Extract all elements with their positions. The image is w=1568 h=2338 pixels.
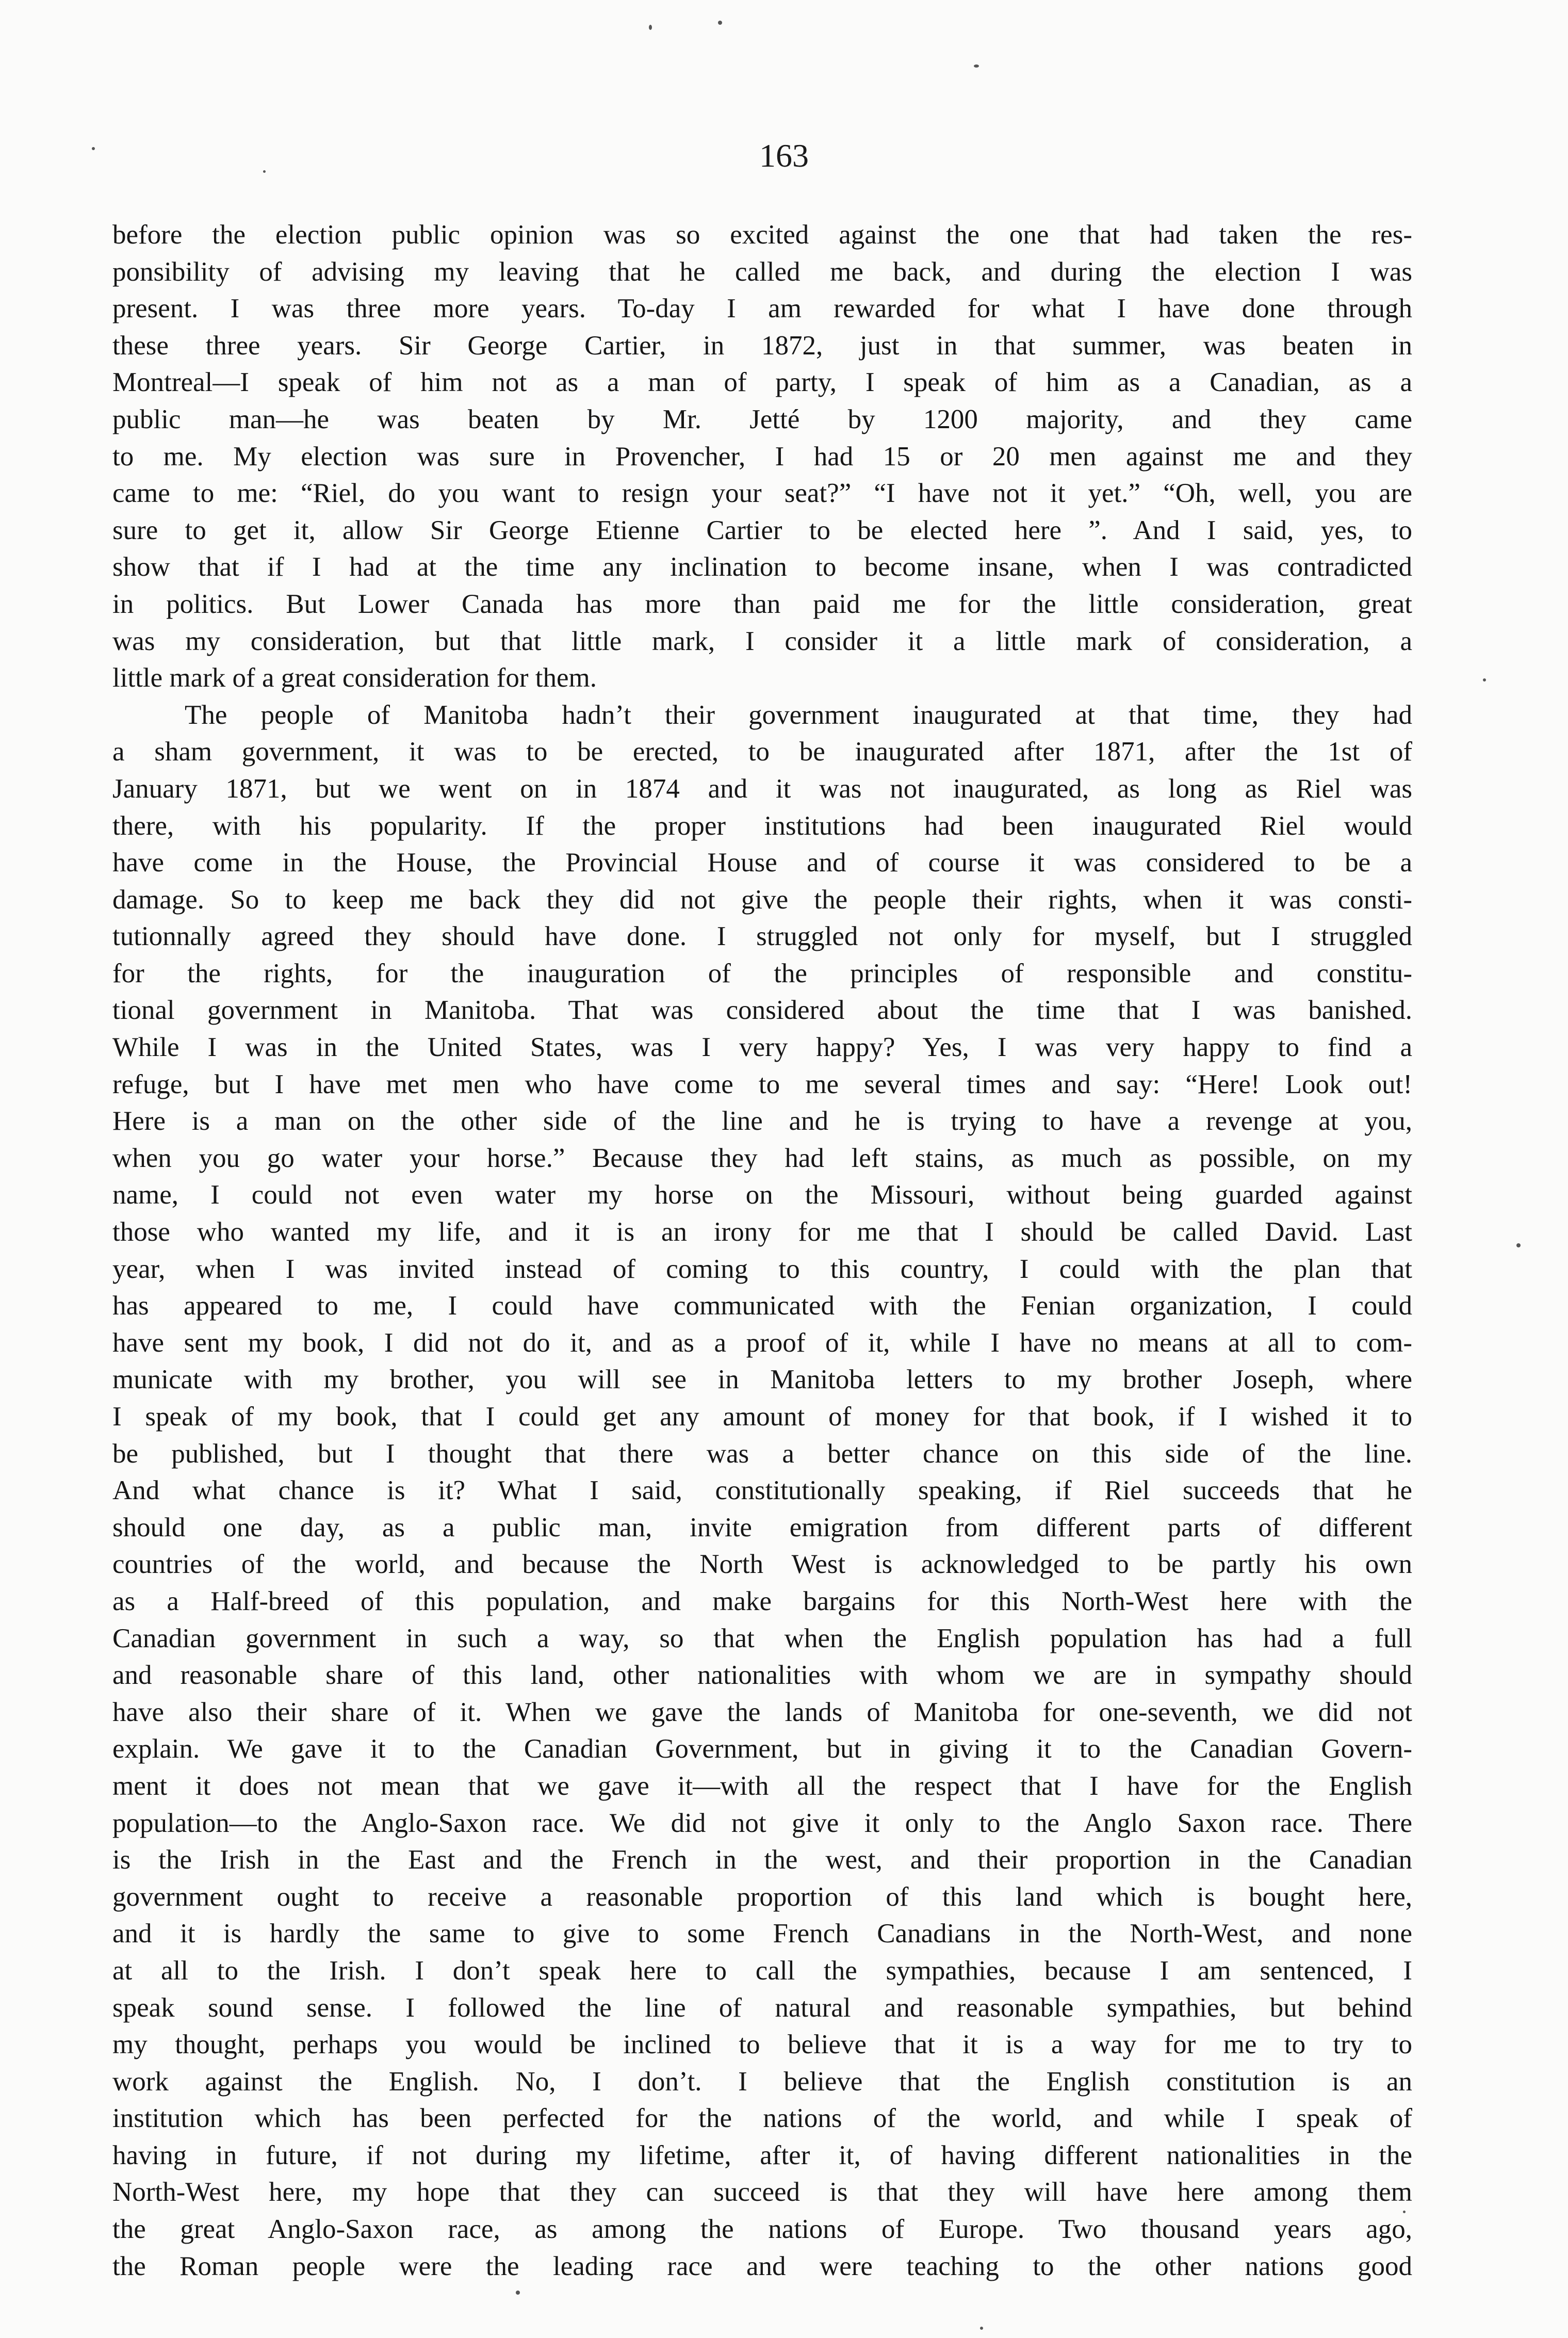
text-line: ment it does not mean that we gave it—with all the respect that I have for the English xyxy=(112,1771,1412,1801)
text-line: government ought to receive a reasonable proportion of this land which is bought here, xyxy=(112,1881,1412,1912)
text-line: tutionnally agreed they should have done. I struggled not only for myself, but I struggled xyxy=(112,921,1412,952)
text-line: institution which has been perfected for the nations of the world, and while I speak of xyxy=(112,2103,1412,2134)
text-line: and reasonable share of this land, other nationalities with whom we are in sympathy should xyxy=(112,1660,1412,1691)
text-line: is the Irish in the East and the French in the west, and their proportion in the Canadian xyxy=(112,1845,1412,1875)
body-text xyxy=(112,217,1412,2285)
text-line: The people of Manitoba hadn’t their government inaugurated at that time, they had xyxy=(185,700,1412,730)
text-line: my thought, perhaps you would be inclined to believe that it is a way for me to try to xyxy=(112,2029,1412,2060)
text-line: came to me: “Riel, do you want to resign your seat?” “I have not it yet.” “Oh, well, you are xyxy=(112,478,1412,509)
text-line: public man—he was beaten by Mr. Jetté by 1200 majority, and they came xyxy=(112,404,1412,434)
text-line: January 1871, but we went on in 1874 and it was not inaugurated, as long as Riel was xyxy=(112,773,1412,804)
text-line: population—to the Anglo-Saxon race. We did not give it only to the Anglo Saxon race. There xyxy=(112,1808,1412,1838)
text-line: those who wanted my life, and it is an irony for me that I should be called David. Last xyxy=(112,1217,1412,1247)
text-line: the great Anglo-Saxon race, as among the nations of Europe. Two thousand years ago, xyxy=(112,2214,1412,2245)
text-line: Montreal—I speak of him not as a man of party, I speak of him as a Canadian, as a xyxy=(112,367,1412,398)
text-line: North-West here, my hope that they can succeed is that they will have here among them xyxy=(112,2177,1412,2207)
text-line: the Roman people were the leading race and were teaching to the other nations good xyxy=(112,2251,1412,2281)
text-line: when you go water your horse.” Because they had left stains, as much as possible, on my xyxy=(112,1143,1412,1173)
text-line: tional government in Manitoba. That was considered about the time that I was banished. xyxy=(112,995,1412,1026)
text-line: year, when I was invited instead of coming to this country, I could with the plan that xyxy=(112,1254,1412,1284)
text-line: have come in the House, the Provincial House and of course it was considered to be a xyxy=(112,848,1412,878)
text-line: Here is a man on the other side of the line and he is trying to have a revenge at you, xyxy=(112,1106,1412,1136)
text-line: countries of the world, and because the North West is acknowledged to be partly his own xyxy=(112,1549,1412,1580)
text-line: be published, but I thought that there was a better chance on this side of the line. xyxy=(112,1438,1412,1469)
text-line: for the rights, for the inauguration of the principles of responsible and constitu- xyxy=(112,958,1412,988)
text-line: little mark of a great consideration for them. xyxy=(112,663,597,693)
text-line: a sham government, it was to be erected, to be inaugurated after 1871, after the 1st of xyxy=(112,737,1412,767)
text-line: as a Half-breed of this population, and make bargains for this North-West here with the xyxy=(112,1586,1412,1616)
text-line: present. I was three more years. To-day I am rewarded for what I have done through xyxy=(112,294,1412,324)
page-number: 163 xyxy=(759,137,809,174)
text-line: damage. So to keep me back they did not give the people their rights, when it was consti- xyxy=(112,884,1412,915)
text-line: has appeared to me, I could have communicated with the Fenian organization, I could xyxy=(112,1291,1412,1321)
text-line: work against the English. No, I don’t. I believe that the English constitution is an xyxy=(112,2066,1412,2097)
text-line: to me. My election was sure in Provencher, I had 15 or 20 men against me and they xyxy=(112,441,1412,472)
text-line: ponsibility of advising my leaving that he called me back, and during the election I was xyxy=(112,256,1412,287)
text-line: should one day, as a public man, invite emigration from different parts of different xyxy=(112,1512,1412,1543)
text-line: Canadian government in such a way, so that when the English population has had a full xyxy=(112,1623,1412,1653)
text-line: have also their share of it. When we gave the lands of Manitoba for one-seventh, we did not xyxy=(112,1697,1412,1727)
text-line: in politics. But Lower Canada has more than paid me for the little consideration, great xyxy=(112,589,1412,619)
text-line: refuge, but I have met men who have come to me several times and say: “Here! Look out! xyxy=(112,1069,1412,1099)
text-line: name, I could not even water my horse on the Missouri, without being guarded against xyxy=(112,1180,1412,1210)
text-line: I speak of my book, that I could get any amount of money for that book, if I wished it to xyxy=(112,1402,1412,1432)
text-line: sure to get it, allow Sir George Etienne Cartier to be elected here ”. And I said, yes, to xyxy=(112,515,1412,545)
text-line: having in future, if not during my lifetime, after it, of having different nationalities in the xyxy=(112,2140,1412,2170)
text-line: explain. We gave it to the Canadian Government, but in giving it to the Canadian Govern- xyxy=(112,1734,1412,1764)
text-line: and it is hardly the same to give to some French Canadians in the North-West, and none xyxy=(112,1919,1412,1949)
text-line: these three years. Sir George Cartier, in 1872, just in that summer, was beaten in xyxy=(112,330,1412,361)
text-line: And what chance is it? What I said, constitutionally speaking, if Riel succeeds that he xyxy=(112,1475,1412,1506)
text-line: While I was in the United States, was I very happy? Yes, I was very happy to find a xyxy=(112,1032,1412,1063)
text-line: there, with his popularity. If the proper institutions had been inaugurated Riel would xyxy=(112,810,1412,841)
text-line: before the election public opinion was so excited against the one that had taken the res- xyxy=(112,220,1412,250)
text-line: at all to the Irish. I don’t speak here to call the sympathies, because I am sentenced, I xyxy=(112,1955,1412,1986)
text-line: municate with my brother, you will see in Manitoba letters to my brother Joseph, where xyxy=(112,1365,1412,1395)
text-line: speak sound sense. I followed the line of natural and reasonable sympathies, but behind xyxy=(112,1992,1412,2023)
text-line: have sent my book, I did not do it, and as a proof of it, while I have no means at all to com- xyxy=(112,1327,1412,1358)
text-line: was my consideration, but that little mark, I consider it a little mark of consideration, a xyxy=(112,626,1412,656)
text-line: show that if I had at the time any inclination to become insane, when I was contradicted xyxy=(112,552,1412,582)
